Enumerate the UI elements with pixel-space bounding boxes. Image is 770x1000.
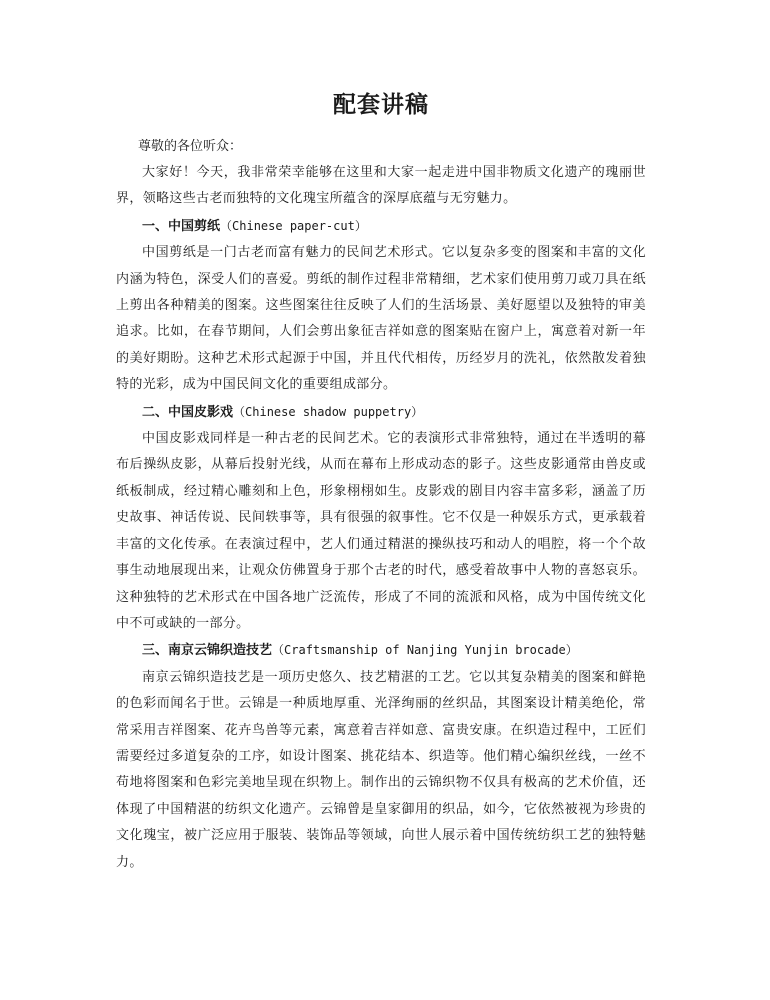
- section-heading-shadow-puppetry: [116, 399, 646, 426]
- section-heading-en: （Chinese paper-cut）: [220, 218, 367, 233]
- section-heading-yunjin-brocade: [116, 637, 646, 664]
- section-heading-en: （Craftsmanship of Nanjing Yunjin brocade）: [272, 643, 578, 658]
- page-title: 配套讲稿: [333, 91, 429, 118]
- section-heading-en: （Chinese shadow puppetry）: [233, 404, 424, 419]
- section-heading-cn: 一、中国剪纸: [142, 218, 221, 234]
- section-body-paper-cut: 中国剪纸是一门古老而富有魅力的民间艺术形式。它以复杂多变的图案和丰富的文化内涵为特色，深受人们的喜爱。剪纸的制作过程非常精细，艺术家们使用剪刀或刀具在纸上剪出各种精美的图案。这些图案往往反映了人们的生活场景、美好愿望以及独特的审美追求。比如，在春节期间，人们会剪出象征吉祥如意的图案贴在窗户上，寓意着对新一年的美好期盼。这种艺术形式起源于中国，并且代代相传，历经岁月的洗礼，依然散发着独特的光彩，成为中国民间文化的重要组成部分。: [116, 245, 646, 393]
- section-heading-cn: 三、南京云锦织造技艺: [142, 643, 273, 659]
- section-heading-cn: 二、中国皮影戏: [142, 404, 234, 420]
- section-body-shadow-puppetry: 中国皮影戏同样是一种古老的民间艺术。它的表演形式非常独特，通过在半透明的幕布后操纵皮影，从幕后投射光线，从而在幕布上形成动态的影子。这些皮影通常由兽皮或纸板制成，经过精心雕刻和上色，形象栩栩如生。皮影戏的剧目内容丰富多彩，涵盖了历史故事、神话传说、民间轶事等，具有很强的叙事性。它不仅是一种娱乐方式，更承载着丰富的文化传承。在表演过程中，艺人们通过精湛的操纵技巧和动人的唱腔，将一个个故事生动地展现出来，让观众仿佛置身于那个古老的时代，感受着故事中人物的喜怒哀乐。这种独特的艺术形式在中国各地广泛流传，形成了不同的流派和风格，成为中国传统文化中不可或缺的一部分。: [116, 431, 646, 631]
- section-heading-paper-cut: [116, 213, 646, 240]
- greeting: 尊敬的各位听众：: [138, 139, 243, 154]
- document-page: [116, 88, 646, 876]
- section-body-yunjin-brocade: 南京云锦织造技艺是一项历史悠久、技艺精湛的工艺。它以其复杂精美的图案和鲜艳的色彩而闻名于世。云锦是一种质地厚重、光泽绚丽的丝织品，其图案设计精美绝伦，常常采用吉祥图案、花卉鸟兽等元素，寓意着吉祥如意、富贵安康。在织造过程中，工匠们需要经过多道复杂的工序，如设计图案、挑花结本、织造等。他们精心编织丝线，一丝不苟地将图案和色彩完美地呈现在织物上。制作出的云锦织物不仅具有极高的艺术价值，还体现了中国精湛的纺织文化遗产。云锦曾是皇家御用的织品，如今，它依然被视为珍贵的文化瑰宝，被广泛应用于服装、装饰品等领域，向世人展示着中国传统纺织工艺的独特魅力。: [116, 669, 646, 870]
- intro-paragraph: 大家好！今天，我非常荣幸能够在这里和大家一起走进中国非物质文化遗产的瑰丽世界，领略这些古老而独特的文化瑰宝所蕴含的深厚底蕴与无穷魅力。: [116, 165, 646, 207]
